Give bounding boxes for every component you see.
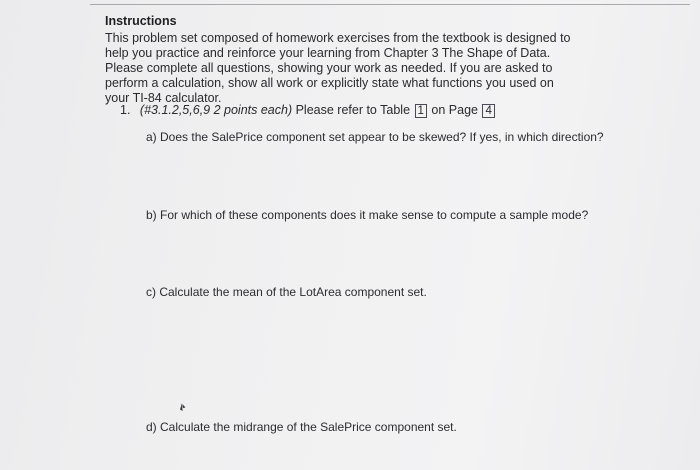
top-divider — [90, 4, 690, 5]
question-1 — [120, 103, 496, 118]
part-text: Does the SalePrice component set appear to be skewed? If yes, in which direction? — [160, 130, 604, 144]
table-reference-link[interactable]: 1 — [415, 104, 427, 118]
question-prompt-mid: on Page — [431, 103, 478, 117]
question-part-c — [146, 285, 427, 299]
part-label: b) — [146, 208, 157, 222]
part-text: Calculate the mean of the LotArea component set. — [159, 285, 427, 299]
instructions-block — [105, 14, 575, 106]
instructions-body: This problem set composed of homework exercises from the textbook is designed to help you practice and reinforce your learning from Chapter 3 The Shape of Data. Please complete all questions, showing your work as needed. If you are asked to perform a calculation, show all work or explicitly state what functions you used on your TI-84 calculator. — [105, 31, 571, 105]
part-label: c) — [146, 285, 156, 299]
question-part-d — [146, 420, 457, 434]
part-label: d) — [146, 420, 157, 434]
part-text: Calculate the midrange of the SalePrice component set. — [160, 420, 457, 434]
question-part-b — [146, 208, 588, 222]
instructions-heading: Instructions — [105, 14, 177, 28]
part-label: a) — [146, 130, 157, 144]
question-part-a — [146, 130, 604, 144]
mouse-cursor-icon — [178, 403, 188, 417]
question-points: (#3.1.2,5,6,9 2 points each) — [139, 103, 293, 117]
question-number: 1. — [120, 103, 131, 117]
part-text: For which of these components does it make sense to compute a sample mode? — [160, 208, 589, 222]
page-reference-link[interactable]: 4 — [482, 104, 494, 118]
question-prompt-start: Please refer to Table — [295, 103, 411, 117]
